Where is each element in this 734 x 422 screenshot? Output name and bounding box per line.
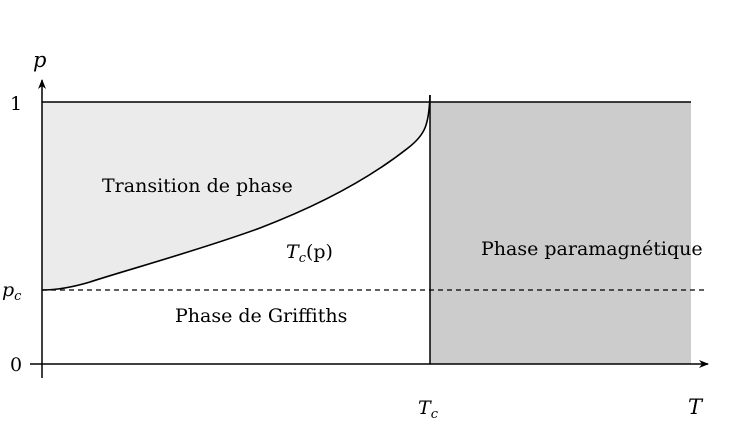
y-tick-zero: 0 <box>10 354 23 376</box>
curve-label-sub: c <box>298 251 306 266</box>
x-axis-label: T <box>688 395 703 419</box>
x-tick-tc <box>418 397 439 422</box>
curve-label-arg: (p) <box>305 241 333 263</box>
paramagnetic-label: Phase paramagnétique <box>481 238 703 260</box>
y-tick-pc-main: p <box>2 279 15 301</box>
y-tick-pc-sub: c <box>14 289 22 304</box>
griffiths-label: Phase de Griffiths <box>175 305 348 327</box>
curve-label-main: T <box>286 241 299 263</box>
transition-label: Transition de phase <box>102 175 293 197</box>
x-tick-tc-main: T <box>418 397 431 419</box>
x-tick-tc-sub: c <box>430 407 438 422</box>
y-tick-pc <box>2 279 22 304</box>
y-tick-one: 1 <box>10 93 23 115</box>
y-axis-label: p <box>33 48 47 72</box>
curve-label <box>286 241 333 266</box>
paramagnetic-region <box>430 102 691 364</box>
